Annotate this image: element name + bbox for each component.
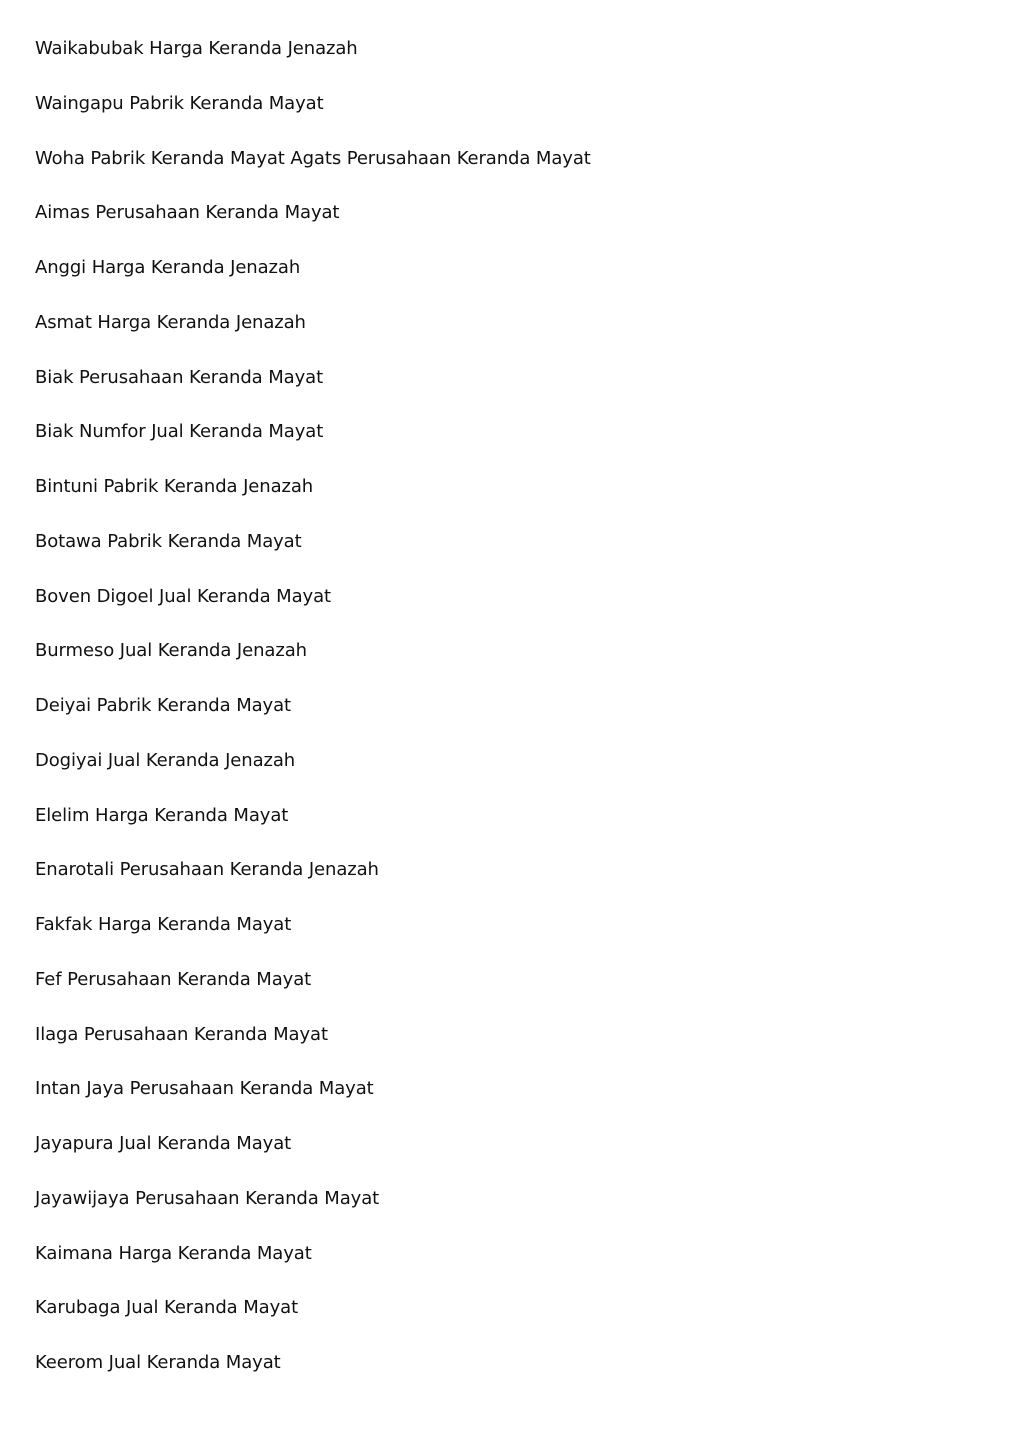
text-line: Bintuni Pabrik Keranda Jenazah — [35, 476, 314, 497]
text-line: Asmat Harga Keranda Jenazah — [35, 311, 306, 333]
text-line-list — [35, 36, 591, 1405]
text-line: Woha Pabrik Keranda Mayat Agats Perusahaan Keranda Mayat — [35, 147, 591, 169]
text-line: Intan Jaya Perusahaan Keranda Mayat — [35, 1078, 374, 1100]
text-line: Ilaga Perusahaan Keranda Mayat — [35, 1023, 328, 1045]
text-line: Burmeso Jual Keranda Jenazah — [35, 640, 307, 662]
text-line: Waingapu Pabrik Keranda Mayat — [35, 92, 324, 114]
text-line: Dogiyai Jual Keranda Jenazah — [35, 749, 296, 771]
text-line: Deiyai Pabrik Keranda Mayat — [35, 695, 291, 716]
text-line: Keerom Jual Keranda Mayat — [35, 1352, 281, 1373]
text-line: Fef Perusahaan Keranda Mayat — [35, 968, 312, 990]
text-line: Karubaga Jual Keranda Mayat — [35, 1297, 299, 1319]
text-line: Anggi Harga Keranda Jenazah — [35, 257, 301, 278]
text-line: Biak Perusahaan Keranda Mayat — [35, 366, 324, 388]
text-line: Jayawijaya Perusahaan Keranda Mayat — [35, 1187, 380, 1209]
text-line: Jayapura Jual Keranda Mayat — [35, 1133, 292, 1154]
text-line: Elelim Harga Keranda Mayat — [35, 804, 289, 826]
text-line: Fakfak Harga Keranda Mayat — [35, 914, 292, 935]
text-line: Boven Digoel Jual Keranda Mayat — [35, 585, 331, 607]
text-line: Kaimana Harga Keranda Mayat — [35, 1242, 312, 1264]
text-line: Enarotali Perusahaan Keranda Jenazah — [35, 859, 379, 881]
text-line: Biak Numfor Jual Keranda Mayat — [35, 421, 324, 443]
text-line: Botawa Pabrik Keranda Mayat — [35, 530, 302, 552]
text-line: Waikabubak Harga Keranda Jenazah — [35, 38, 358, 59]
text-line: Aimas Perusahaan Keranda Mayat — [35, 202, 340, 224]
